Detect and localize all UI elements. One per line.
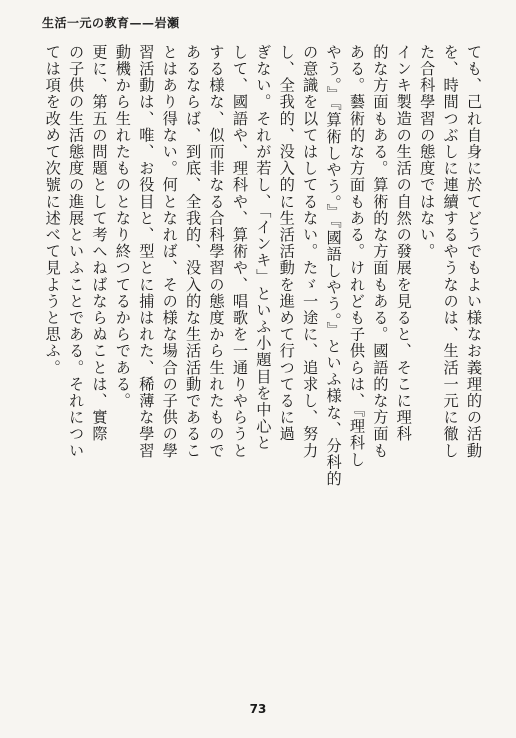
page-number: 73	[249, 702, 267, 716]
text-line: インキ製造の生活の自然の發展を見ると、そこに理科	[394, 44, 413, 443]
text-line: やう。』『算術しやう。』『國語しやう。』といふ様な、分科的	[324, 44, 343, 488]
text-line: を、時間つぶしに連續するやうなのは、生活一元に徹し	[441, 44, 460, 459]
vertical-text-body	[39, 44, 485, 694]
text-line: 更に、第五の問題として考へねばならぬことは、實際	[90, 44, 109, 443]
text-line: の意識を以てはしてるない。たゞ一途に、追求し、努力	[301, 44, 320, 459]
text-line: する様な、似而非なる合科學習の態度から生れたもので	[207, 44, 226, 459]
text-line: あるならば、到底、全我的、没入的な生活活動であるこ	[184, 44, 203, 459]
text-line: ても、己れ自身に於てどうでもよい様なお義理的の活動	[465, 44, 483, 459]
text-line: 動機から生れたものとなり終つてるからである。	[113, 44, 132, 410]
text-line: して、國語や、理科や、算術や、唱歌を一通りやらうと	[230, 44, 249, 459]
text-line: ぎない。それが若し、「インキ」といふ小題目を中心と	[254, 44, 273, 452]
text-line: ては項を改めて次號に述べて見ようと思ふ。	[43, 44, 62, 376]
text-line: 的な方面もある。算術的な方面もある。國語的な方面も	[371, 44, 390, 459]
running-header: 生活一元の教育——岩瀬	[42, 16, 180, 30]
text-line: の子供の生活態度の進展といふことである。それについ	[67, 44, 86, 459]
text-line: た合科學習の態度ではない。	[418, 44, 437, 260]
text-line: 習活動は、唯、お役目と、型とに捕はれた、稀薄な學習	[137, 44, 156, 459]
text-line: ある。藝術的な方面もある。けれども子供らは、『理科し	[347, 44, 366, 468]
text-line: し、全我的、没入的に生活活動を進めて行つてるに過	[277, 44, 296, 443]
text-line: とはあり得ない。何となれば、その様な場合の子供の學	[160, 44, 179, 459]
